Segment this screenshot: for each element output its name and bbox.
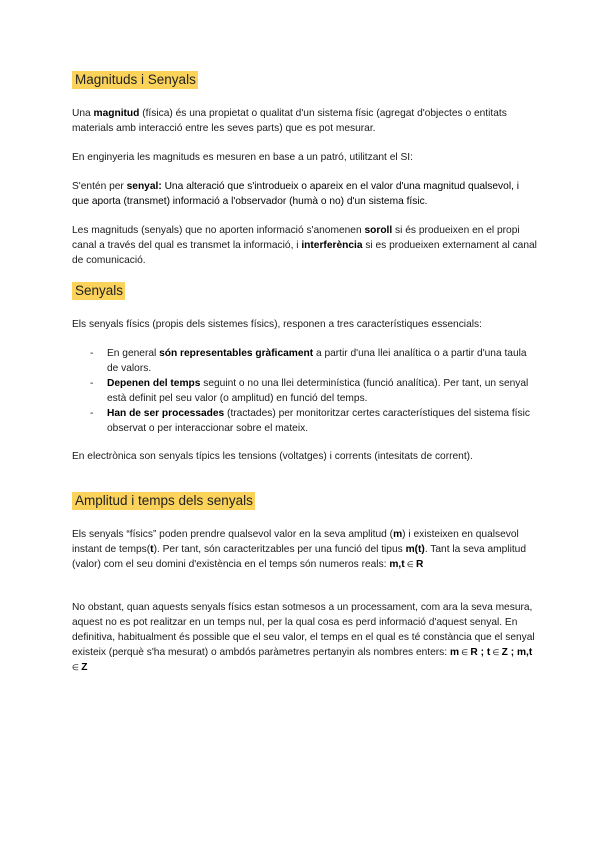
bold-term: Z (81, 662, 88, 673)
text-span: si és produeixen en el propi canal a través del qual es transmet la informació, i (72, 225, 520, 251)
text-span: Les magnituds (senyals) que no aporten informació s'anomenen (72, 225, 365, 236)
bullet-dash: - (90, 378, 94, 389)
bold-term: interferència (301, 240, 363, 251)
bold-term: Depenen del temps (107, 378, 201, 389)
paragraph-senyal-definition (72, 179, 538, 209)
paragraph-magnitud-definition (72, 106, 538, 136)
bold-term: R (416, 559, 424, 570)
text-span: No obstant, quan aquests senyals físics estan sotmesos a un processament, com ara la seva mesura, aquest no es pot realitzar en un temps nul, per la qual cosa es perd informació d'aquest senyal. En definitiva, habitualment és possible que el seu valor, el temps en el qual es té constància que el senyal existeix (perquè s'ha mesurat) o ambdós paràmetres pertanyin als nombres enters: (72, 602, 535, 658)
heading-senyals: Senyals (72, 282, 125, 300)
text-span: . Tant la seva amplitud (valor) com el seu domini d'existència en el temps són numeros reals: (72, 544, 526, 570)
text-span: ). Per tant, són caracteritzables per una funció del tipus (153, 544, 406, 555)
text-span: seguint o no una llei determinística (funció analítica). Per tant, un senyal està definit pel seu valor (o amplitud) en funció del temps. (107, 378, 529, 404)
text-span: S'entén per (72, 181, 127, 192)
text-span: (física) és una propietat o qualitat d'un sistema físic (agregat d'objectes o entitats materials amb interacció entre les seves parts) que es pot mesurar. (72, 108, 507, 134)
element-of-symbol: ∈ (490, 648, 502, 657)
paragraph-soroll (72, 223, 538, 268)
element-of-symbol: ∈ (459, 648, 471, 657)
text-span: a partir d'una llei analítica o a partir d'una taula de valors. (107, 348, 527, 374)
bold-term: ; t (477, 647, 491, 658)
bold-term: ; m,t (507, 647, 533, 658)
bold-term: soroll (364, 225, 393, 236)
paragraph-electronica: En electrònica son senyals típics les tensions (voltatges) i corrents (intesitats de corrent). (72, 451, 473, 462)
heading-amplitud: Amplitud i temps dels senyals (72, 492, 255, 510)
text-span: Una alteració que s'introdueix o apareix en el valor d'una magnitud qualsevol, i que aporta (transmet) informació a l'observador (humà o no) d'un sistema físic. (72, 181, 520, 207)
text-span: Una (72, 108, 94, 119)
characteristics-list (90, 346, 538, 436)
heading-magnituds: Magnituds i Senyals (72, 71, 198, 89)
paragraph-si: En enginyeria les magnituds es mesuren en base a un patró, utilitzant el SI: (72, 152, 413, 163)
bold-term: m(t) (405, 544, 425, 555)
bold-term: senyal: (126, 181, 162, 192)
list-item (90, 376, 538, 406)
bold-term: m (449, 647, 459, 658)
bold-term: t (150, 544, 154, 555)
text-span: (tractades) per monitoritzar certes característiques del sistema físic observat o per interaccionar sobre el mateix. (107, 408, 530, 434)
element-of-symbol: ∈ (72, 663, 82, 672)
bold-term: són representables gràficament (159, 348, 314, 359)
paragraph-amplitud-enters (72, 600, 538, 675)
bold-term: magnitud (93, 108, 140, 119)
element-of-symbol: ∈ (404, 560, 417, 569)
paragraph-senyals-intro: Els senyals físics (propis dels sistemes físics), responen a tres característiques essencials: (72, 319, 482, 330)
list-item (90, 406, 538, 436)
bullet-dash: - (90, 408, 94, 419)
bold-term: m (393, 529, 403, 540)
text-span: En general (107, 348, 160, 359)
list-item (90, 346, 538, 376)
bullet-dash: - (90, 348, 94, 359)
text-span: Els senyals “físics” poden prendre qualsevol valor en la seva amplitud ( (72, 529, 394, 540)
text-span: ) i existeixen en qualsevol instant de temps( (72, 529, 519, 555)
bold-term: R (470, 647, 478, 658)
text-span: si es produeixen externament al canal de comunicació. (72, 240, 537, 266)
paragraph-amplitud-reals (72, 527, 538, 572)
bold-term: m,t (389, 559, 405, 570)
bold-term: Z (501, 647, 508, 658)
bold-term: Han de ser processades (107, 408, 225, 419)
